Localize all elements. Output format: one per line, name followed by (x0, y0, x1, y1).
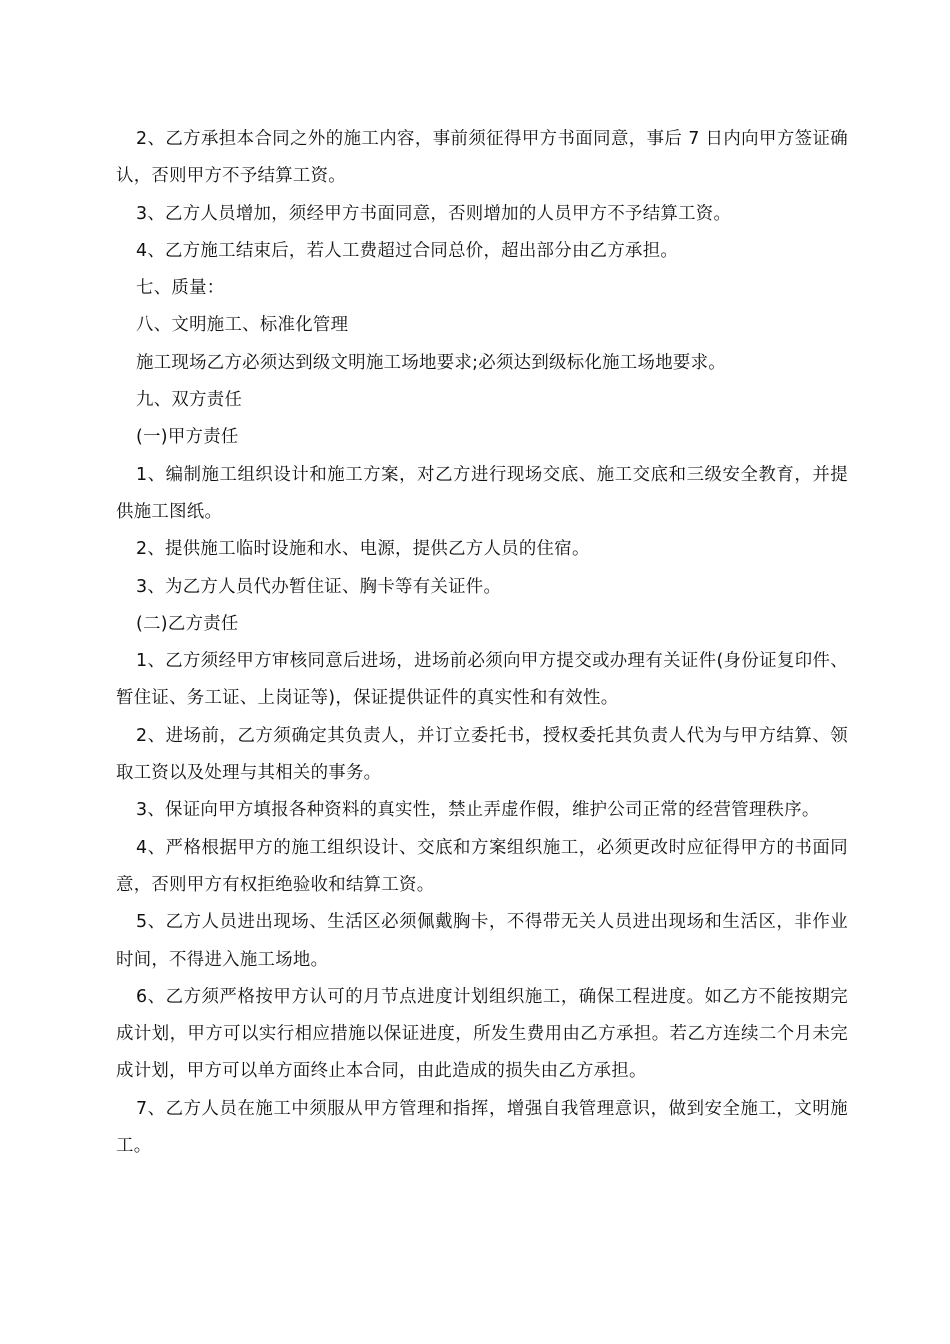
paragraph-party-a-2: 2、提供施工临时设施和水、电源，提供乙方人员的住宿。 (136, 539, 590, 560)
subheading-party-b: (二)乙方责任 (136, 613, 239, 634)
paragraph-staff-increase: 3、乙方人员增加，须经甲方书面同意，否则增加的人员甲方不予结算工资。 (136, 203, 732, 224)
paragraph-party-b-1: 1、乙方须经甲方审核同意后进场，进场前必须向甲方提交或办理有关证件(身份证复印件、暂住证、务工证、上岗证等)，保证提供证件的真实性和有效性。 (116, 651, 848, 709)
paragraph-party-b-4: 4、严格根据甲方的施工组织设计、交底和方案组织施工，必须更改时应征得甲方的书面同意，否则甲方有权拒绝验收和结算工资。 (116, 837, 848, 895)
paragraph-party-a-1: 1、编制施工组织设计和施工方案，对乙方进行现场交底、施工交底和三级安全教育，并提供施工图纸。 (116, 464, 848, 522)
paragraph-party-b-3: 3、保证向甲方填报各种资料的真实性，禁止弄虚作假，维护公司正常的经营管理秩序。 (136, 800, 820, 821)
section-heading-quality: 七、质量： (136, 278, 225, 299)
paragraph-labor-cost-overrun: 4、乙方施工结束后，若人工费超过合同总价，超出部分由乙方承担。 (136, 240, 679, 261)
paragraph-site-requirements: 施工现场乙方必须达到级文明施工场地要求;必须达到级标化施工场地要求。 (136, 352, 726, 373)
subheading-party-a: (一)甲方责任 (136, 427, 239, 448)
paragraph-party-b-7: 7、乙方人员在施工中须服从甲方管理和指挥，增强自我管理意识，做到安全施工，文明施工。 (116, 1098, 848, 1157)
paragraph-party-b-2: 2、进场前，乙方须确定其负责人，并订立委托书，授权委托其负责人代为与甲方结算、领取工资以及处理与其相关的事务。 (116, 725, 848, 784)
document-page (116, 121, 848, 1165)
paragraph-wage-settlement-approval: 2、乙方承担本合同之外的施工内容，事前须征得甲方书面同意，事后 7 日内向甲方签证确认，否则甲方不予结算工资。 (116, 129, 848, 187)
paragraph-party-b-5: 5、乙方人员进出现场、生活区必须佩戴胸卡，不得带无关人员进出现场和生活区，非作业时间，不得进入施工场地。 (116, 912, 848, 970)
paragraph-party-b-6: 6、乙方须严格按甲方认可的月节点进度计划组织施工，确保工程进度。如乙方不能按期完成计划，甲方可以实行相应措施以保证进度，所发生费用由乙方承担。若乙方连续二个月未完成计划，甲方可以单方面终止本合同，由此造成的损失由乙方承担。 (116, 986, 848, 1082)
paragraph-party-a-3: 3、为乙方人员代办暂住证、胸卡等有关证件。 (136, 576, 502, 597)
section-heading-responsibilities: 九、双方责任 (136, 390, 243, 411)
section-heading-civilized-construction: 八、文明施工、标准化管理 (136, 315, 349, 336)
